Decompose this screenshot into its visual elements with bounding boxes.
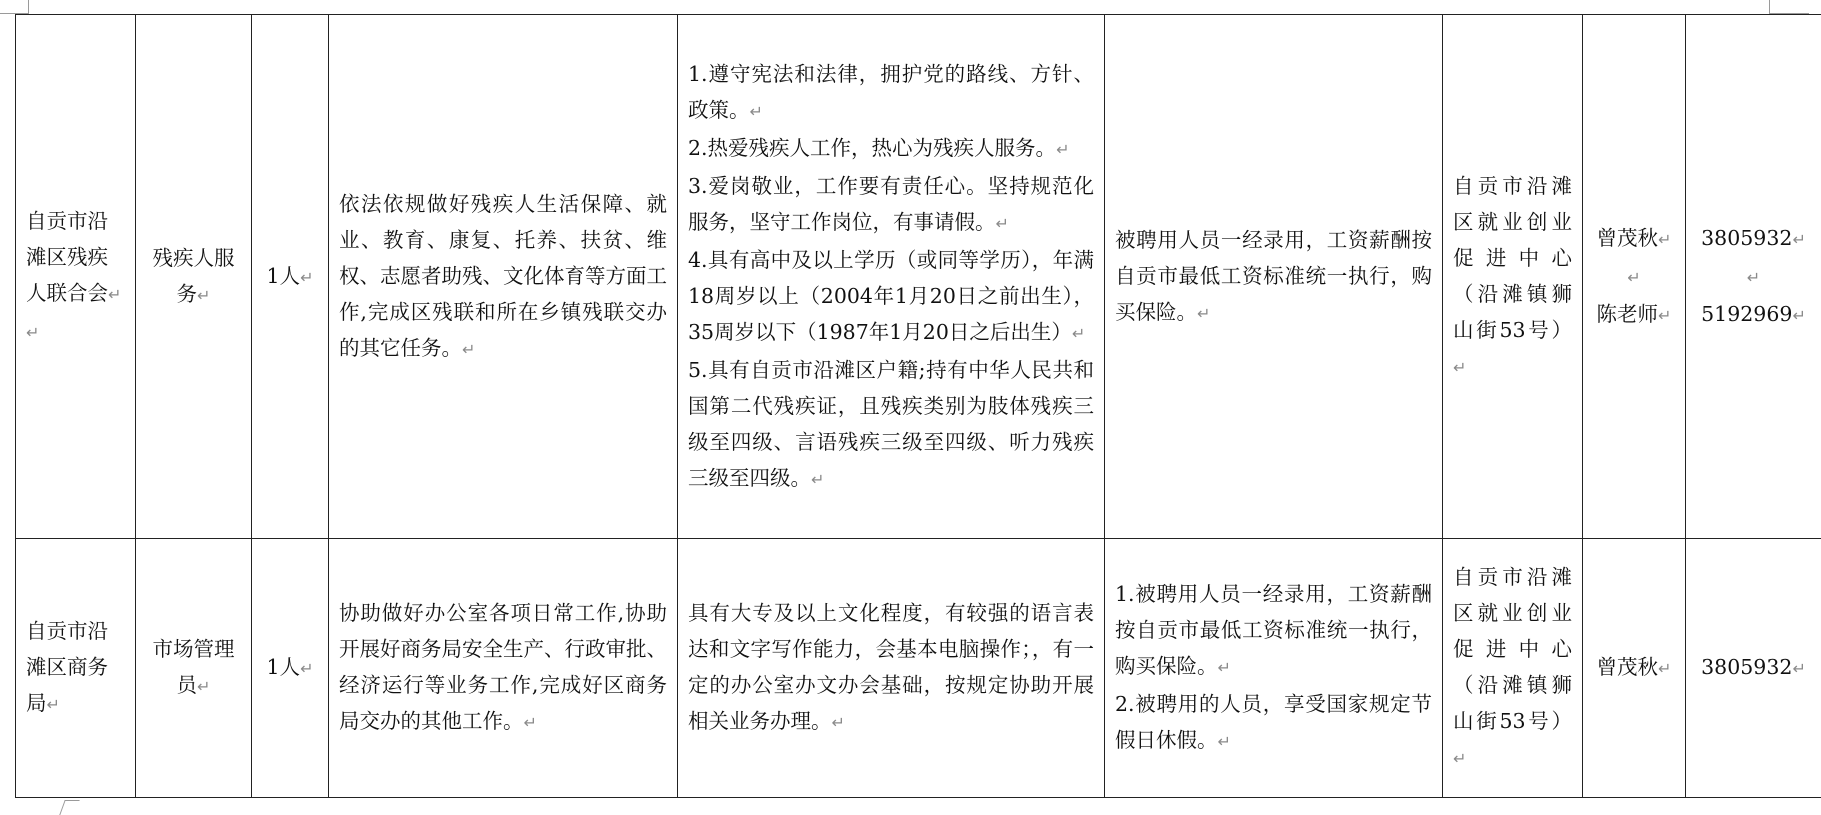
paragraph-mark-icon: ↵ (462, 339, 476, 359)
paragraph-mark-icon: ↵ (1658, 229, 1672, 249)
duty-text: 协助做好办公室各项日常工作,协助开展好商务局安全生产、行政审批、经济运行等业务工作,完成好区商务局交办的其他工作。 (339, 601, 667, 733)
phone-cell (1686, 15, 1821, 539)
paragraph-mark-icon: ↵ (197, 677, 211, 696)
unit-cell (16, 539, 136, 798)
phone-number: 3805932↵ (1701, 655, 1806, 679)
treatment-cell (1105, 15, 1443, 539)
treatment-item: 2.被聘用的人员，享受国家规定节假日休假。↵ (1115, 692, 1432, 752)
place-text: 自贡市沿滩区就业创业促进中心（沿滩镇狮山街53号） (1453, 565, 1572, 733)
paragraph-mark-icon: ↵ (811, 469, 825, 489)
page-top-margin-marker (28, 0, 1770, 14)
phone-number: 3805932↵ (1701, 225, 1806, 250)
paragraph-mark-icon: ↵ (26, 322, 40, 342)
paragraph-mark-icon: ↵ (1453, 357, 1467, 377)
paragraph-mark-icon: ↵ (1453, 749, 1467, 768)
paragraph-mark-icon: ↵ (1627, 267, 1641, 287)
unit-text: 自贡市沿滩区残疾人联合会 (26, 208, 108, 305)
post-cell (136, 15, 252, 539)
paragraph-mark-icon: ↵ (1056, 139, 1070, 159)
contact-name: 曾茂秋↵ (1596, 655, 1672, 679)
treatment-item: 被聘用人员一经录用，工资薪酬按自贡市最低工资标准统一执行，购买保险。↵ (1115, 227, 1432, 324)
requirements-cell (678, 15, 1105, 539)
phone-number: 5192969↵ (1701, 301, 1806, 326)
paragraph-mark-icon: ↵ (1792, 305, 1806, 325)
paragraph-mark-icon: ↵ (1658, 659, 1672, 678)
paragraph-mark-icon: ↵ (1217, 732, 1231, 751)
requirement-item: 1.遵守宪法和法律，拥护党的路线、方针、政策。↵ (688, 61, 1094, 122)
paragraph-mark-icon: ↵ (1746, 267, 1761, 287)
headcount-text: 1人 (266, 655, 301, 679)
place-text: 自贡市沿滩区就业创业促进中心（沿滩镇狮山街53号） (1453, 173, 1572, 342)
post-text: 残疾人服务 (152, 245, 235, 306)
contact-cell (1583, 539, 1686, 798)
requirement-item: 4.具有高中及以上学历（或同等学历），年满18周岁以上（2004年1月20日之前出生），35周岁以下（1987年1月20日之后出生）↵ (688, 247, 1094, 344)
unit-cell (16, 15, 136, 539)
headcount-cell (252, 15, 329, 539)
post-cell (136, 539, 252, 798)
table-row (16, 15, 1821, 539)
paragraph-mark-icon: ↵ (1792, 659, 1806, 678)
requirement-item: 5.具有自贡市沿滩区户籍;持有中华人民共和国第二代残疾证，且残疾类别为肢体残疾三级至四级、言语残疾三级至四级、听力残疾三级至四级。↵ (688, 357, 1094, 490)
requirement-item: 具有大专及以上文化程度，有较强的语言表达和文字写作能力，会基本电脑操作；，有一定的办公室办文办会基础，按规定协助开展相关业务办理。↵ (688, 601, 1094, 733)
table-row (16, 539, 1821, 798)
contact-name: 陈老师↵ (1596, 301, 1672, 326)
duty-cell (329, 539, 678, 798)
paragraph-mark-icon: ↵ (995, 213, 1009, 233)
duty-cell (329, 15, 678, 539)
contact-name: 曾茂秋↵ (1596, 225, 1672, 250)
requirement-item: 3.爱岗敬业，工作要有责任心。坚持规范化服务，坚守工作岗位，有事请假。↵ (688, 173, 1094, 234)
paragraph-mark-icon: ↵ (46, 695, 60, 714)
requirement-item: 2.热爱残疾人工作，热心为残疾人服务。↵ (688, 135, 1070, 160)
paragraph-mark-icon: ↵ (197, 285, 211, 305)
paragraph-mark-icon: ↵ (1071, 323, 1086, 343)
paragraph-mark-icon: ↵ (1792, 229, 1806, 249)
unit-text: 自贡市沿滩区商务局 (26, 619, 108, 715)
treatment-item: 1.被聘用人员一经录用，工资薪酬按自贡市最低工资标准统一执行，购买保险。↵ (1115, 582, 1432, 678)
paragraph-mark-icon: ↵ (300, 659, 314, 678)
requirements-cell (678, 539, 1105, 798)
place-cell (1443, 15, 1583, 539)
paragraph-mark-icon: ↵ (523, 713, 537, 732)
job-posting-table (15, 14, 1821, 798)
paragraph-mark-icon: ↵ (300, 267, 314, 287)
post-text: 市场管理员 (152, 637, 235, 697)
place-cell (1443, 539, 1583, 798)
headcount-text: 1人 (266, 263, 301, 288)
duty-text: 依法依规做好残疾人生活保障、就业、教育、康复、托养、扶贫、维权、志愿者助残、文化体育等方面工作,完成区残联和所在乡镇残联交办的其它任务。 (339, 191, 667, 360)
paragraph-mark-icon: ↵ (749, 101, 763, 121)
page-corner-marker (59, 800, 79, 815)
contact-blank-line (1593, 258, 1675, 296)
contact-cell (1583, 15, 1686, 539)
paragraph-mark-icon: ↵ (831, 713, 845, 732)
paragraph-mark-icon: ↵ (108, 284, 122, 304)
headcount-cell (252, 539, 329, 798)
paragraph-mark-icon: ↵ (1658, 305, 1672, 325)
phone-blank-line (1696, 258, 1811, 296)
paragraph-mark-icon: ↵ (1217, 658, 1231, 677)
phone-cell (1686, 539, 1821, 798)
paragraph-mark-icon: ↵ (1197, 303, 1211, 323)
treatment-cell (1105, 539, 1443, 798)
